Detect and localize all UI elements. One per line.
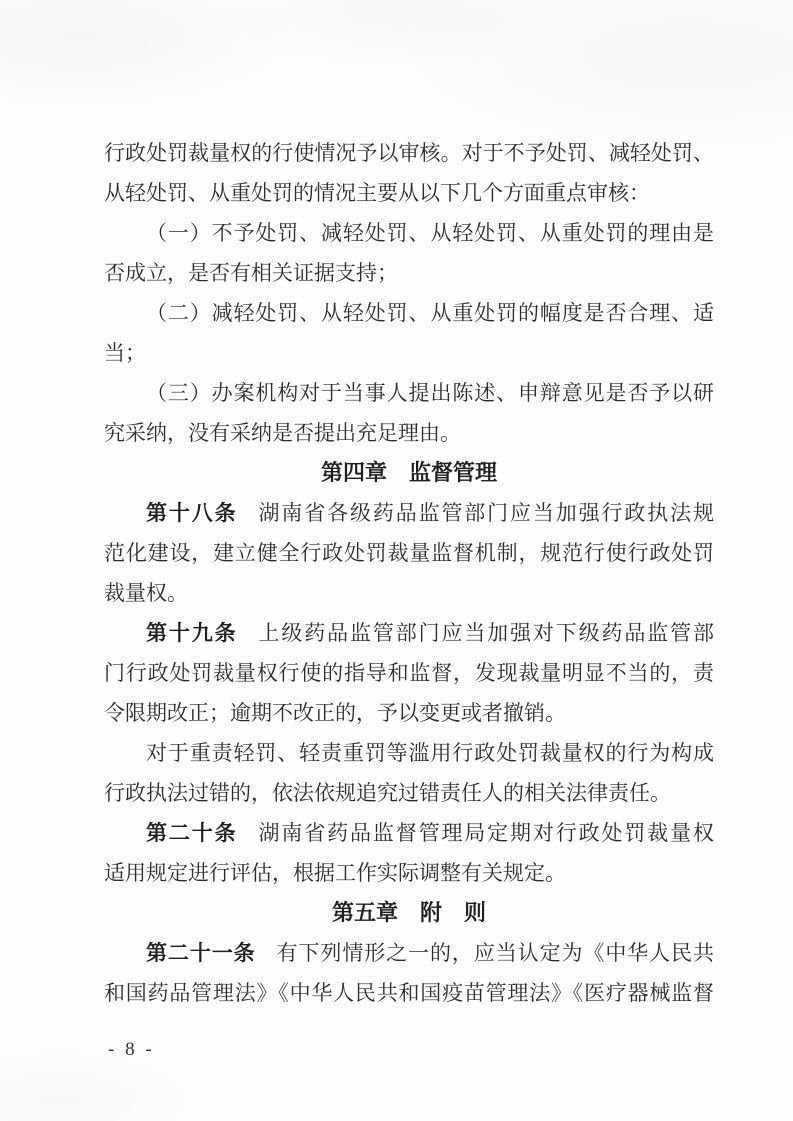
chapter-title: 附 则 bbox=[420, 900, 487, 925]
text-line: 令限期改正；逾期不改正的，予以变更或者撤销。 bbox=[104, 701, 566, 725]
text-line: 行政执法过错的，依法依规追究过错责任人的相关法律责任。 bbox=[104, 781, 671, 805]
text-line: 范化建设，建立健全行政处罚裁量监督机制，规范行使行政处罚 bbox=[104, 541, 714, 565]
text-line: 究采纳，没有采纳是否提出充足理由。 bbox=[104, 421, 461, 445]
article-line bbox=[104, 933, 714, 973]
list-item-line: （二）减轻处罚、从轻处罚、从重处罚的幅度是否合理、适 bbox=[146, 301, 714, 325]
article-number: 第十九条 bbox=[146, 622, 238, 645]
list-item-line: （一）不予处罚、减轻处罚、从轻处罚、从重处罚的理由是 bbox=[146, 221, 714, 245]
text-line: 裁量权。 bbox=[104, 581, 188, 605]
text-line: 和国药品管理法》《中华人民共和国疫苗管理法》《医疗器械监督 bbox=[104, 981, 714, 1005]
page-number: - 8 - bbox=[108, 1039, 155, 1060]
document-body bbox=[104, 133, 714, 1013]
article-line bbox=[104, 493, 714, 533]
text-line: 适用规定进行评估，根据工作实际调整有关规定。 bbox=[104, 861, 566, 885]
chapter-number: 第五章 bbox=[331, 900, 398, 925]
text-line: 行政处罚裁量权的行使情况予以审核。对于不予处罚、减轻处罚、 bbox=[104, 141, 714, 165]
text-line: 门行政处罚裁量权行使的指导和监督，发现裁量明显不当的，责 bbox=[104, 661, 714, 685]
article-text: 湖南省各级药品监管部门应当加强行政执法规 bbox=[258, 501, 715, 525]
article-text: 有下列情形之一的，应当认定为《中华人民共 bbox=[276, 941, 715, 965]
article-number: 第十八条 bbox=[146, 502, 238, 525]
list-item-line: （三）办案机构对于当事人提出陈述、申辩意见是否予以研 bbox=[146, 381, 714, 405]
chapter-number: 第四章 bbox=[320, 460, 387, 485]
article-number: 第二十条 bbox=[146, 822, 238, 845]
article-line bbox=[104, 613, 714, 653]
chapter-title: 监督管理 bbox=[409, 460, 498, 485]
text-line: 从轻处罚、从重处罚的情况主要从以下几个方面重点审核： bbox=[104, 181, 650, 205]
chapter-heading bbox=[104, 893, 714, 933]
text-line: 当； bbox=[104, 341, 146, 365]
chapter-heading bbox=[104, 453, 714, 493]
article-text: 上级药品监管部门应当加强对下级药品监管部 bbox=[258, 621, 715, 645]
article-text: 湖南省药品监督管理局定期对行政处罚裁量权 bbox=[258, 821, 715, 845]
article-number: 第二十一条 bbox=[146, 942, 256, 965]
text-line: 否成立，是否有相关证据支持； bbox=[104, 261, 398, 285]
article-line bbox=[104, 813, 714, 853]
text-line: 对于重责轻罚、轻责重罚等滥用行政处罚裁量权的行为构成 bbox=[146, 741, 714, 765]
